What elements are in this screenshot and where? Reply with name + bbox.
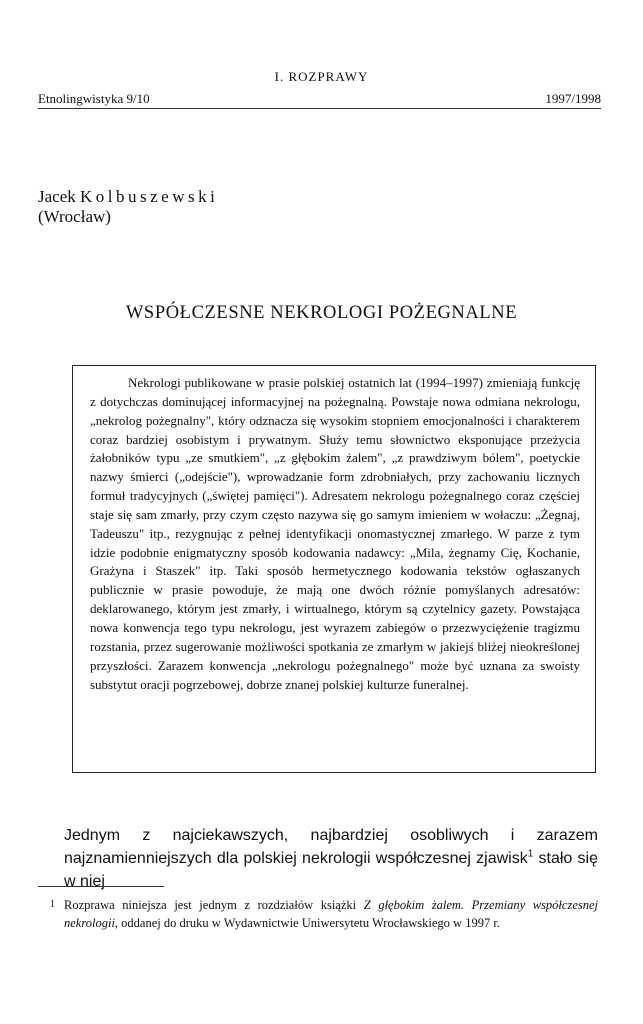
author-name <box>38 186 218 207</box>
footnote-ref[interactable]: 1 <box>527 848 534 860</box>
footnote <box>50 896 599 932</box>
header-rule <box>38 108 601 109</box>
section-heading: I. ROZPRAWY <box>274 69 369 84</box>
abstract-text: Nekrologi publikowane w prasie polskiej ostatnich lat (1994–1997) zmieniają funkcję z dotychczas dominującej informacyjnej na pożegnalną. Powstaje nowa odmiana nekrologu, „nekrolog pożegnalny", który odznacza się wysokim stopniem emocjonalności i charakterem coraz bardziej osobistym i prywatnym. Służy temu słownictwo eksponujące przeżycia żałobników typu „ze smutkiem", „z głębokim żalem", „z prawdziwym bólem", poetyckie nazwy śmierci („odejście"), wprowadzanie form zdrobniałych, przy zachowaniu licznych formuł tradycyjnych („świętej pamięci"). Adresatem nekrologu pożegnalnego coraz częściej staje się sam zmarły, przy czym często nazywa się go samym imieniem w wołaczu: „Żegnaj, Tadeuszu" itp., rezygnując z pełnej identyfikacji onomastycznej zmarłego. W parze z tym idzie podobnie enigmatyczny sposób kodowania nadawcy: „Mila, żegnamy Cię, Kochanie, Grażyna i Staszek" itp. Taki sposób hermetycznego kodowania tekstów ogłaszanych publicznie w prasie powoduje, że mają one dwóch różnie pomyślanych adresatów: deklarowanego, którym jest zmarły, i wirtualnego, którym są czytelnicy gazety. Powstająca nowa konwencja tego typu nekrologu, jest wyrazem zabiegów o przezwyciężenie tragizmu rozstania, przez sugerowanie możliwości spotkania ze zmarłym w jakiejś bliżej nieokreślonej przyszłości. Zarazem konwencja „nekrologu pożegnalnego" może być uznana za swoisty substytut oracji pogrzebowej, dobrze znanej polskiej kulturze funeralnej. <box>90 375 580 692</box>
author-affiliation: (Wrocław) <box>38 207 111 226</box>
body-text: Jednym z najciekawszych, najbardziej osobliwych i zarazem najznamienniejszych dla polskiej nekrologii współczesnej zjawisk <box>64 827 598 867</box>
footnote-rule <box>38 886 164 887</box>
footnote-text: Rozprawa niniejsza jest jednym z rozdziałów książki <box>64 898 364 912</box>
journal-name: Etnolingwistyka 9/10 <box>38 91 150 106</box>
author-first-name: Jacek <box>38 187 76 206</box>
author-surname: Kolbuszewski <box>80 187 219 206</box>
body-paragraph <box>64 824 598 893</box>
body-text-continued: stało się w niej <box>64 850 598 890</box>
article-title: WSPÓŁCZESNE NEKROLOGI POŻEGNALNE <box>125 303 518 323</box>
footnote-book-title: Z głębokim żalem. Przemiany współczesnej nekrologii <box>64 898 599 930</box>
footnote-text-end: , oddanej do druku w Wydawnictwie Uniwersytetu Wrocławskiego w 1997 r. <box>114 916 500 930</box>
footnote-number: 1 <box>50 899 55 910</box>
journal-year: 1997/1998 <box>545 91 601 106</box>
